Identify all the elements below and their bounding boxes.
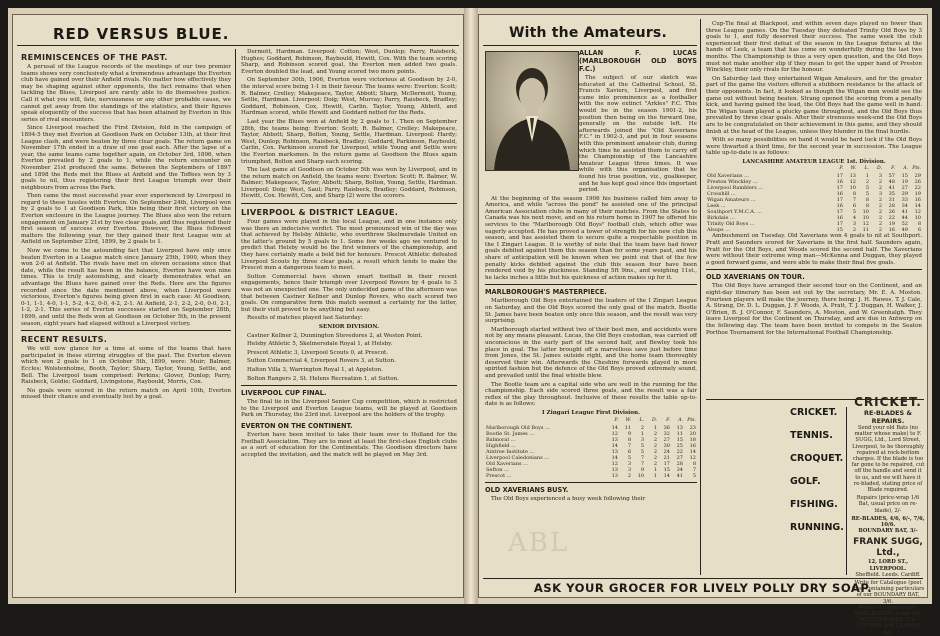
table-cell: 49: [901, 227, 908, 234]
table-cell: 19: [888, 221, 895, 228]
table-cell: 33: [901, 197, 908, 204]
table-cell: 19: [914, 191, 921, 198]
table-cell: 9: [627, 430, 631, 437]
table-cell: 2: [878, 197, 882, 204]
table-cell: 2: [653, 448, 657, 455]
paragraph: Marlborough started without two of their best men, and accidents were not by any means pleasant. Lucas, the Old Boys custodian, was carried off unconscious in the early part of the second half, and Bewley took his place in goal. The latter brought off a marvellous save just before time from Jones, the St. James outside right, and the home team thoroughly deserved their win. Afterwards the Cheshire forwards played in more spirited fashion but the defence of the Old Boys proved extremely sound, and prevailed until the final whistle blew.: [485, 326, 697, 379]
cricket-ad-title: CRICKET.: [854, 395, 922, 409]
table-cell: 19: [901, 179, 908, 186]
tour-heading: OLD XAVERIANS ON TOUR.: [706, 273, 805, 282]
table-cell: 2: [653, 454, 657, 461]
result-line: Castner Kellner 2, Dunnington Stevedores 2, at Weston Point.: [247, 332, 423, 339]
table-cell: 4: [852, 215, 856, 222]
izl-league-table: [485, 417, 697, 479]
table-cell: 16: [689, 442, 696, 449]
table-cell: 12: [611, 460, 618, 467]
result-line: Helsby Athletic 5, Skelmersdale Royal 1, at Helsby.: [247, 341, 393, 348]
magazine-spread: [8, 8, 932, 636]
table-cell: 8: [692, 460, 696, 467]
table-cell: 13: [676, 424, 683, 431]
table-cell: 7: [640, 460, 644, 467]
table-cell: 3: [852, 221, 856, 228]
table-header-row: [485, 417, 697, 425]
ad-sport-croquet: CROQUET.: [790, 453, 844, 464]
table-cell: 8: [852, 191, 856, 198]
table-cell: 29: [914, 173, 921, 180]
table-cell: 1: [653, 472, 657, 479]
table-cell: 57: [888, 173, 895, 180]
table-cell: 2: [878, 221, 882, 228]
cricket-ad-repairs: Repairs (price-wrap 1/6 Bat, usual price on re-blade), 2/-: [856, 495, 920, 514]
column-header: Pts.: [687, 417, 696, 423]
table-cell: 12: [689, 454, 696, 461]
table-cell: 8: [865, 197, 869, 204]
table-cell: 13: [611, 472, 618, 479]
section-rule: [241, 203, 457, 204]
table-cell: 5: [865, 191, 869, 198]
table-cell: 18: [689, 436, 696, 443]
table-cell: 7: [852, 197, 856, 204]
cricket-ad-catalogue: Write for Catalogue (post free) containing particulars of our BOUNDARY BAT, 3/6.: [851, 580, 925, 605]
table-cell: 16: [836, 191, 843, 198]
table-cell: 34: [901, 203, 908, 210]
table-cell: 6: [917, 227, 921, 234]
team-name: Liverpool Ramblers ...: [707, 185, 764, 192]
paragraph: The subject of our sketch was educated at the Cathedral School, St. Francis Xaviers, Liverpool, and first came into prominence as a footballer with the now extinct "Arkles" F.C. This would be in the season 1901-2, his position then being on the forward line, generally on the outside left. He afterwards joined the "Old Xaverians F.C." in 1902-3, and put in four seasons with this prominent amateur club, during which time he assisted them to carry off the Championship of the Lancashire Amateur League three times. It was while with this organisation that he found his true position, viz., goalkeeper, and he has kept goal since this important period.: [579, 75, 697, 194]
column-header: W.: [850, 166, 856, 172]
table-cell: 17: [836, 185, 843, 192]
table-cell: 7: [692, 466, 696, 473]
table-cell: 5: [640, 448, 644, 455]
continent-heading: EVERTON ON THE CONTINENT.: [241, 421, 353, 430]
column-header: P.: [614, 417, 618, 423]
table-cell: 1: [653, 466, 657, 473]
table-cell: 12: [862, 221, 869, 228]
ad-sport-cricket: CRICKET.: [790, 407, 838, 418]
team-name: Bootle St. James ...: [486, 430, 535, 437]
paragraph: At the beginning of the season 1906 his business called him away to America, and while "across the pond" he assisted one of the principal American Association clubs in many of their matches. From the States to Canada was his next move, and on his return home in 1907 he offered his services to the "Marlborough Old Boys" football club, which offer was eagerly accepted. He has proved a tower of strength for his new club this season, and has assisted them to secure quite a respectable position in the I Zingari League. It is worthy of note that the team have had fewer goals debited against them this season than for some years past, and his share of anticipation will be known when we point out that of the few penalty kicks debited against the club this season four have been rendered void by his pluckiness. Standing 5ft 9ins., and weighing 11st., he lacks inches a little but his quickness of action makes up for it.: [485, 195, 697, 281]
reminiscences-heading: REMINISCENCES OF THE PAST.: [21, 52, 168, 62]
table-cell: 7: [627, 442, 631, 449]
table-cell: 14: [611, 424, 618, 431]
paragraph: Sutton Commercial have shown smart football in their recent engagements, hence their triumph over Liverpool Rovers by 4 goals to 3 was not an unexpected one. The only undecided game of the afternoon was that between Castner Kellner and Dunlop Rovers, who each scored two goals. On comparative form this match seemed a certainty for the latter, but their visit proved to be anything but easy.: [241, 273, 457, 313]
paragraph: Marlborough Old Boys entertained the leaders of the I Zingari League on Saturday, and the Old Boys scored the only goal of the match. Bootle St. James have been beaten only once this season, and the result was very surprising.: [485, 298, 697, 325]
team-name: Liverpool Caledonians ...: [486, 454, 550, 461]
table-cell: 34: [676, 466, 683, 473]
table-cell: 32: [663, 430, 670, 437]
table-cell: 15: [676, 436, 683, 443]
table-cell: 10: [637, 472, 644, 479]
lal-league-table: [706, 165, 922, 233]
table-cell: 6: [627, 448, 631, 455]
ad-sport-running: RUNNING.: [790, 522, 844, 533]
masterpiece-heading: MARLBOROUGH'S MASTERPIECE.: [485, 288, 607, 297]
right-column-2: [706, 21, 922, 397]
column-header: W.: [625, 417, 631, 423]
table-cell: 41: [676, 472, 683, 479]
table-cell: 6: [852, 203, 856, 210]
table-cell: 2: [653, 430, 657, 437]
team-name: Leek ...: [707, 203, 726, 210]
district-league-heading: LIVERPOOL & DISTRICT LEAGUE.: [241, 207, 399, 218]
table-cell: 3: [878, 173, 882, 180]
paragraph: Since Liverpool reached the First Division, fold in the campaign of 1894-5 they met Everton at Goodison Park on October 13th, at their first League clash, and were beaten by three clear goals. The return game on November 17th ended in a draw of one goal each. After the lapse of a year, the same teams came together again, on October 3rd, 1896, when Everton prevailed by 2 goals to 1, while the return encounter on November 21st produced the same. Between the Septembers of 1897 and 1898 the Reds met the Blues at Anfield and the Toffees won by 3 goals to nil, thus registering their first League triumph over their neighbours from across the Park.: [21, 125, 231, 191]
team-name: Prescot ...: [486, 472, 512, 479]
table-cell: 3: [640, 436, 644, 443]
table-cell: 22: [914, 185, 921, 192]
team-name: Marlborough Old Boys ...: [486, 424, 550, 431]
team-name: Old Xaverians ...: [707, 173, 749, 180]
team-name: Trinity Old Boys ...: [707, 221, 755, 228]
table-cell: 14: [611, 442, 618, 449]
table-cell: 14: [611, 454, 618, 461]
cricket-ad-company: FRANK SUGG, Ltd.,: [853, 537, 923, 559]
title-rule: [483, 45, 697, 46]
article-title-red-versus-blue: RED VERSUS BLUE.: [53, 25, 230, 43]
paragraph: Last year the Blues won at Anfield by 2 goals to 1. Then on September 28th, the teams being: Everton: Scott; R. Balmer, Crelley; Makepeace, Taylor, Abbott; Sharp, Bolton, Young, Settle, Hardman. Liverpool: Hardy; West, Dunlop; Robinson, Raisbeck, Bradley; Goddard, Parkinson, Raybould, Carlin, Cox. Parkinson scored for Liverpool, while Young and Settle were the Everton marksmen. In the return game at Goodison the Blues again triumphed, Bolton and Sharp each scoring.: [241, 118, 457, 165]
paragraph: The final tie in the Liverpool Senior Cup competition, which is restricted to the Liverpool and Everton League teams, will be played at Goodison Park on Thursday, the 23rd inst. Liverpool are the holders of the trophy.: [241, 399, 457, 419]
busy-heading: OLD XAVERIANS BUSY.: [485, 485, 569, 494]
table-cell: 2: [627, 472, 631, 479]
table-cell: 1: [865, 173, 869, 180]
result-line: Bolton Rangers 2, St. Helens Recreation 1, at Sutton.: [247, 375, 399, 382]
table-cell: 13: [611, 436, 618, 443]
table-cell: 13: [611, 448, 618, 455]
table-cell: 48: [888, 179, 895, 186]
table-cell: 41: [888, 185, 895, 192]
table-cell: 12: [611, 430, 618, 437]
table-cell: 27: [663, 436, 670, 443]
cricket-ad-body: Send your old Bats (no matter whose make) to F. SUGG, Ltd., Lord Street, Liverpool, to be thoroughly repaired at rock-bottom charges. If the blade is too far gone to be repaired, cut off the handle and send it to us, and we will have it re-bladed, stating price of Blade required.: [851, 425, 925, 494]
table-cell: 2: [640, 424, 644, 431]
section-rule: [485, 482, 697, 483]
right-page: [478, 14, 928, 636]
cricket-advert: [851, 395, 925, 636]
table-cell: 1: [640, 430, 644, 437]
result-line: Sutton Commercial 4, Liverpool Rovers 3, at Sutton.: [247, 358, 396, 365]
table-cell: 10: [914, 215, 921, 222]
table-cell: 2: [878, 203, 882, 210]
table-cell: 1: [653, 424, 657, 431]
recent-results-heading: RECENT RESULTS.: [21, 334, 108, 345]
footer-rule: [483, 578, 923, 579]
cricket-ad-prices: RE-BLADES, 4/6, 6/-, 7/6, 10/6.: [851, 515, 925, 529]
left-column-2: [241, 49, 457, 593]
paragraph: No goals were scored in the return match on April 10th, Everton missed their chance and eventually lost by a goal.: [21, 387, 231, 401]
section-rule: [241, 385, 457, 386]
section-rule: [21, 330, 231, 331]
table-cell: 28: [676, 460, 683, 467]
table-header-row: [706, 165, 922, 173]
table-cell: 8: [917, 221, 921, 228]
paragraph: On Saturday last they entertained Wigan Amateurs, and for the greater part of the game the visitors offered a stubborn resistance to the attack of their opponents. In fact, it looked as though the Wigan men would see the game out without being beaten. Strang opened the scoring from a penalty kick, and having gained the lead, the Old Boys had the game well in hand. The Wigan team played a plucky game throughout, and the Old Boys thus prevailed by three clear goals. After their strenuous week-end the Old Boys are to be congratulated on their achievement in this game, and they should finish at the head of the League, unless they blunder in the final hurdle.: [706, 75, 922, 135]
table-cell: 12: [914, 209, 921, 216]
team-name: Alsops ...: [707, 227, 730, 234]
table-cell: 2: [878, 179, 882, 186]
column-header: P.: [839, 166, 843, 172]
table-cell: 7: [640, 454, 644, 461]
title-rule: [17, 45, 459, 46]
cricket-ad-prices-2: BOUNDARY BAT, 3/-: [858, 528, 918, 535]
table-cell: 15: [663, 466, 670, 473]
team-name: Old Xaverians ...: [486, 460, 528, 467]
table-cell: 5: [852, 209, 856, 216]
table-cell: 11: [624, 424, 631, 431]
team-name: Aintree Institute ...: [486, 448, 535, 455]
table-cell: 8: [865, 203, 869, 210]
table-cell: 17: [836, 197, 843, 204]
article-title-with-the-amateurs: With the Amateurs.: [509, 25, 667, 41]
table-cell: 5: [627, 454, 631, 461]
paragraph: The last game at Goodison on October 5th was won by Liverpool, and in the return match on Anfield, the teams were: Everton: Scott; R. Balmer, W. Balmer; Makepeace, Taylor, Abbott; Sharp, Bolton, Young, Settle, Hardman. Liverpool: Doig; West, Saul; Parry, Raisbeck, Bradley; Goddard, Robinson, Hewitt, Cox. Hewitt, Cox, and Sharp (2) were the scorers.: [241, 167, 457, 200]
table-cell: 17: [836, 221, 843, 228]
table-cell: 17: [836, 173, 843, 180]
column-header: Pts.: [912, 166, 921, 172]
column-header: F.: [891, 166, 895, 172]
table-cell: 52: [901, 221, 908, 228]
paragraph: The Old Boys experienced a busy week following their: [491, 495, 646, 502]
paragraph: Ambushment on Tuesday. Old Xaverians won 4 goals to nil at Southport. Pratt and Saunders scored for Xaverians in the first half. Saunders again, Pratt for the Old Boys, and Woods scored the second half. The Xaverians were without their extreme wing man—McKenna and Duggan, they played a good forward game, and were able to make their final five goals.: [706, 233, 922, 266]
table-cell: 44: [901, 215, 908, 222]
table-cell: 2: [878, 227, 882, 234]
column-divider: [235, 49, 236, 593]
paragraph: Results of matches played last Saturday:: [247, 315, 363, 322]
paragraph: A perusal of the League records of the meetings of our two premier teams shows very conclusively what a tremendous advantage the Everton club have gained over their Anfield rivals. No matter how effectively they may be shaping against other opponents, the fact remains that when tackling the Blues, Liverpool are rarely able to do themselves justice. Call it what you will, fate, nervousness or any other probable cause, we cannot get away from the standings of the statistics, and their figures speak eloquently of the success that has been attained by Everton in this series of rival encounters.: [21, 64, 231, 123]
column-header: L.: [864, 166, 869, 172]
table-cell: 15: [836, 227, 843, 234]
paragraph: Then came the most successful year ever experienced by Liverpool in regard to these tussles with Everton. On September 24th, Liverpool won by 2 goals to 1 at Goodison Park, this being their first victory on the Everton enclosure in the League journey. The Blues also won the return engagement on January 21st by two clear goals, and thus registered their first season of success over Everton. However, the Blues followed matters the following year, for they gained their first League win at Anfield on September 23rd, 1899, by 2 goals to 1.: [21, 193, 231, 246]
table-cell: 2: [653, 436, 657, 443]
section-rule: [706, 269, 922, 270]
team-name: Preston Winckley ...: [707, 179, 758, 186]
table-cell: 14: [663, 472, 670, 479]
table-cell: 5: [692, 472, 696, 479]
ad-sport-tennis: TENNIS.: [790, 430, 833, 441]
column-header: D.: [652, 417, 657, 423]
column-header: D.: [877, 166, 882, 172]
paragraph: We will now glance for a time at some of the teams that have participated in these stirring struggles of the past. The Everton eleven which won 2 goals to 1 on October 5th, 1899, were: Muir; Balmer, Eccles; Wolstenholme, Booth, Taylor; Sharp, Taylor, Young, Settle, and Bell. The Liverpool team comprised: Perkins; Glover, Dunlop; Parry, Raisbeck, Goldie; Goddard, Livingstone, Raybould, Morris, Cox.: [21, 346, 231, 386]
team-name: Southport Y.M.C.A. ...: [707, 209, 762, 216]
table-cell: 15: [901, 173, 908, 180]
team-name: Balmoral ...: [486, 436, 516, 443]
table-cell: 2: [653, 460, 657, 467]
table-cell: 16: [836, 203, 843, 210]
faint-watermark: ABL: [508, 528, 570, 558]
table-cell: 36: [663, 424, 670, 431]
table-cell: 8: [627, 436, 631, 443]
team-name: Crosshill ...: [707, 191, 736, 198]
table-cell: 17: [836, 209, 843, 216]
table-cell: 21: [663, 454, 670, 461]
paragraph: With so many possibilities on hand it would be hard luck if the Old Boys were thwarted a third time, for the second year in succession. The League table up-to-date is as follows:: [706, 137, 922, 157]
table-cell: 14: [914, 203, 921, 210]
paragraph: The Bootle team are a capital side who are well in the running for the championship. Each side scored three goals, and the result was a fair reflex of the play throughout. Inclusive of these results the table up-to-date is as follows:: [485, 381, 697, 408]
result-line: Prescot Athletic 3, Liverpool Scouts 0, at Prescot.: [247, 349, 389, 356]
table-cell: 9: [640, 466, 644, 473]
table-cell: 35: [888, 191, 895, 198]
team-name: Highfield ...: [486, 442, 516, 449]
table-cell: 25: [676, 442, 683, 449]
table-cell: 23: [689, 424, 696, 431]
paragraph: Now we come to the astounding fact that Liverpool have only once beaten Everton in a League match since January 25th, 1900, when they won 2-0 at Anfield. The rivals have met on eleven occasions since that date, while the result has been in the balance, Everton have won nine times. This is truly astonishing, and clearly demonstrates what an advantage the Blues have gained over the Reds. Here are the figures recorded since the date mentioned above, when Liverpool were victorious, Everton's figures being given first in each case: At Goodison, 0-1, 1-1, 4-0, 1-1, 5-2, 4-2, 0-0, 4-2, 2-1. At Anfield, 2-1, 2-2, 2-0, 0-0, 2-1, 1-2, 2-1. This series of Everton successes started on September 28th, 1899, and until the Reds won at Goodison on October 5th, in the present season, eight years had elapsed without a Liverpool victory.: [21, 248, 231, 327]
table-cell: 2: [878, 215, 882, 222]
left-column-1: [21, 49, 231, 593]
table-cell: 10: [862, 209, 869, 216]
table-cell: 2: [878, 209, 882, 216]
table-cell: 3: [878, 191, 882, 198]
paragraph: The Old Boys have arranged their second tour on the Continent, and an eight-day itinerary has been set out by the secretary, Mr. E. A. Moston. Fourteen players will make the journey, there being: J. H. Rawes, T. J. Cale, A. Strang, Dr. D. L. Duggan, J. F. Woods, A. Pratt, T. J. Duggan, H. Walker, J. O'Brien, B. J. O'Connor, F. Saunders, A. Moston, and W. Greenhalgh. They leave Liverpool for the Continent on Thursday, and are due in Antwerp on the following day. The team have been invited to compete in the Seaton Porthoe Tournament for the International Football Championship.: [706, 283, 922, 336]
section-rule: [485, 284, 697, 285]
table-cell: 5: [865, 185, 869, 192]
table-cell: 11: [862, 227, 869, 234]
lal-table-title: LANCASHIRE AMATEUR LEAGUE 1st. Division.: [742, 158, 886, 165]
table-cell: 2: [865, 179, 869, 186]
team-name: Sefton ...: [486, 466, 509, 473]
paragraph: On September 30th, 1906, Everton were victorious at Goodison by 2-0, the interval score being 1-1 in their favour. The teams were: Everton: Scott; R. Balmer, Crelley; Makepeace, Taylor, Abbott; Sharp, McDermott, Young, Settle, Hardman. Liverpool: Doig; West, Murray; Parry, Raisbeck, Bradley; Goddard, Robinson, Cox, Hewitt, Carlin. Taylor, Young, Abbott, and Hardman scored, while Hewitt and Goddard netted for the Reds.: [241, 77, 457, 117]
table-cell: 10: [849, 185, 856, 192]
team-name: Wigan Amateurs ...: [707, 197, 756, 204]
table-cell: 30: [663, 442, 670, 449]
table-cell: 16: [836, 179, 843, 186]
right-column-1: [485, 49, 697, 573]
table-cell: 31: [888, 197, 895, 204]
paragraph: Four games were played in the local League, and in one instance only was there an indecisive verdict. The most pronounced win of the day was that achieved by Helsby Athletic, who overthrew Skelmersdale United on the latter's ground by 5 goals to 1. Some few weeks ago we ventured to predict that Helsby would be the first winners of the championship, and they have certainly made a bold bid for honours. Prescot Athletic defeated Liverpool Scouts by three clear goals, a result which tends to make the Prescot men a dangerous team to meet.: [241, 219, 457, 272]
result-line: Halton Villa 3, Warrington Royal 1, at Appleton.: [247, 366, 383, 373]
table-cell: 22: [888, 215, 895, 222]
table-cell: 22: [676, 448, 683, 455]
table-cell: 13: [611, 466, 618, 473]
table-cell: 11: [676, 430, 683, 437]
paragraph: Cup-Tie final at Blackpool, and within seven days played no fewer than three League games. On the Tuesday they defeated Trinity Old Boys by 3 goals to 1, and fully deserved their success. The same week the club experienced their first defeat of the season in the League fixtures at the hands of Leek, a team that has come on wonderfully during the last two months. The Championship is thus a very open question, and the Old Boys must not make another slip if they mean to get the upper hand of Preston Winckley, their only rivals for the honour.: [706, 21, 922, 74]
left-page: [12, 14, 464, 598]
table-cell: 14: [689, 448, 696, 455]
table-cell: 27: [901, 185, 908, 192]
table-cell: 3: [627, 460, 631, 467]
cricket-ad-address: 12, LORD ST., LIVERPOOL.: [867, 559, 909, 572]
table-cell: 27: [676, 454, 683, 461]
table-row: [485, 473, 697, 479]
table-cell: 2: [852, 227, 856, 234]
table-cell: 12: [849, 179, 856, 186]
cricket-ad-subtitle: RE-BLADES & REPAIRS.: [864, 409, 912, 425]
table-cell: 16: [888, 227, 895, 234]
table-cell: 3: [627, 466, 631, 473]
lucas-heading: ALLAN F. LUCAS (MARLBOROUGH OLD BOYS F.C.): [579, 49, 697, 73]
table-cell: 29: [901, 191, 908, 198]
table-cell: 17: [663, 460, 670, 467]
table-cell: 20: [689, 430, 696, 437]
table-cell: 26: [888, 209, 895, 216]
table-cell: 2: [878, 185, 882, 192]
column-header: A.: [903, 166, 908, 172]
table-cell: 16: [914, 197, 921, 204]
table-cell: 13: [849, 173, 856, 180]
table-cell: 10: [862, 215, 869, 222]
column-header: A.: [678, 417, 683, 423]
paragraph: Dermott, Hardman. Liverpool: Cotton; West, Dunlop; Parry, Raisbeck, Hughes; Goddard, Robinson, Raybould, Hewitt, Cox. With the team scoring Sharp, and Robinson scored goal, the Everton men added two goals. Everton doubled the lead, and Young scored two more points.: [241, 49, 457, 75]
ad-sport-fishing: FISHING.: [790, 499, 838, 510]
book-gutter: [464, 8, 478, 604]
column-divider: [700, 19, 701, 575]
cricket-ad-towns: Sheffield. Leeds. Cardiff.: [855, 571, 921, 578]
table-cell: 41: [901, 209, 908, 216]
ad-sport-golf: GOLF.: [790, 476, 821, 487]
team-name: Birkdale ...: [707, 215, 735, 222]
soap-advert-footer: ASK YOUR GROCER FOR LIVELY POLLY DRY SOAP.: [533, 581, 873, 595]
senior-division-heading: SENIOR DIVISION.: [318, 323, 380, 330]
table-cell: 26: [914, 179, 921, 186]
table-cell: 24: [663, 448, 670, 455]
table-cell: 2: [653, 442, 657, 449]
column-header: L.: [639, 417, 644, 423]
paragraph: Everton have been invited to take their team over to Holland for the Football Association. They are to meet at least the first-class English clubs as a sort of education for the Continentals. The Goodison directors have accepted the invitation, and the match will be played on May 3rd.: [241, 431, 457, 458]
cup-final-heading: LIVERPOOL CUP FINAL.: [241, 389, 327, 398]
cricket-ad-notice: Week's Competition. MATCH BATS from 4/6. MATCH BALLS, 2/6. STUMPS and GLOVES &c.: [853, 604, 923, 636]
table-cell: 28: [888, 203, 895, 210]
column-header: F.: [666, 417, 670, 423]
table-cell: 16: [836, 215, 843, 222]
sports-advert-list: [790, 407, 847, 575]
izl-table-title: I Zingari League First Division.: [541, 409, 641, 416]
table-cell: 5: [640, 442, 644, 449]
